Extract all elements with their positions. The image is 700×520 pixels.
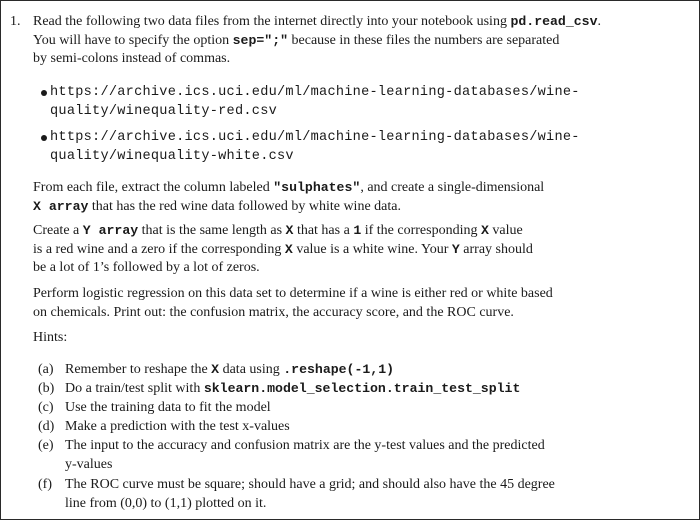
hint-text-continued: line from (0,0) to (1,1) plotted on it.	[65, 495, 267, 511]
url-white-line-1[interactable]: https://archive.ics.uci.edu/ml/machine-learning-databases/wine-	[50, 130, 580, 145]
hint-text-continued: y-values	[65, 456, 113, 472]
p3-text-3: that has a	[293, 223, 354, 238]
code-sep: sep=";"	[232, 32, 289, 48]
hint-text: Make a prediction with the test x-values	[65, 419, 290, 434]
url-red-line-2[interactable]: quality/winequality-red.csv	[50, 104, 278, 119]
hint-item-e	[38, 437, 678, 474]
p3-text-4: if the corresponding	[361, 223, 481, 238]
code-sulphates: "sulphates"	[273, 180, 361, 195]
p3-text-8: array should	[459, 241, 533, 257]
hint-text: Use the training data to fit the model	[65, 400, 271, 415]
code-reshape: .reshape(-1,1)	[283, 362, 395, 377]
code-x: X	[211, 362, 220, 377]
p2-text-2: , and create a single-dimensional	[360, 180, 545, 195]
hint-text: Remember to reshape the	[65, 362, 212, 377]
url-item-red[interactable]	[50, 83, 580, 121]
hint-text: data using	[219, 362, 284, 377]
hint-item-a	[38, 361, 678, 380]
p3-text-2: that is the same length as	[138, 223, 286, 238]
hint-item-f	[38, 476, 678, 513]
hint-text: The ROC curve must be square; should have a grid; and should also have the 45 degree	[65, 477, 555, 492]
intro-text-3: You will have to specify the option	[33, 32, 233, 48]
hint-label: (d)	[38, 419, 55, 434]
hint-label: (f)	[38, 477, 52, 492]
code-read-csv: pd.read_csv	[510, 14, 598, 29]
intro-paragraph	[33, 13, 663, 69]
hint-label: (a)	[38, 362, 54, 377]
hints-heading: Hints:	[33, 330, 68, 345]
question-number: 1.	[10, 14, 21, 29]
url-item-white[interactable]	[50, 128, 580, 166]
intro-text-4: because in these files the numbers are separated	[288, 32, 560, 48]
intro-text-5: by semi-colons instead of commas.	[33, 51, 231, 66]
code-train-test-split: sklearn.model_selection.train_test_split	[203, 381, 521, 396]
p2-text-1: From each file, extract the column labeled	[33, 180, 274, 195]
intro-text-2: .	[597, 14, 602, 29]
url-red-line-1[interactable]: https://archive.ics.uci.edu/ml/machine-learning-databases/wine-	[50, 85, 580, 100]
p3-text-7: value is a white wine. Your	[292, 241, 452, 257]
y-array-paragraph	[33, 222, 663, 278]
hint-item-d	[38, 418, 678, 437]
p4-line-1: Perform logistic regression on this data set to determine if a wine is either red or white based	[33, 286, 553, 301]
hint-text: Do a train/test split with	[65, 381, 204, 396]
code-x-array: X array	[33, 198, 89, 214]
p2-text-3: that has the red wine data followed by white wine data.	[88, 198, 401, 214]
p3-text-9: be a lot of 1’s followed by a lot of zeros.	[33, 260, 260, 275]
p3-text-1: Create a	[33, 223, 83, 238]
code-one: 1	[353, 223, 362, 238]
hint-item-c	[38, 399, 678, 418]
code-x: X	[285, 223, 294, 238]
hint-item-b	[38, 380, 678, 399]
p4-line-2: on chemicals. Print out: the confusion matrix, the accuracy score, and the ROC curve.	[33, 304, 514, 320]
intro-text-1: Read the following two data files from the internet directly into your notebook using	[33, 14, 511, 29]
code-y: Y	[451, 241, 460, 257]
code-x: X	[284, 241, 293, 257]
hint-label: (e)	[38, 438, 54, 453]
bullet-icon	[41, 90, 47, 96]
bullet-icon	[41, 135, 47, 141]
code-y-array: Y array	[82, 223, 139, 238]
hint-label: (b)	[38, 381, 55, 396]
code-x: X	[480, 223, 489, 238]
p3-text-6: is a red wine and a zero if the corresponding	[33, 241, 285, 257]
p3-text-5: value	[488, 223, 523, 238]
logistic-regression-paragraph	[33, 285, 663, 322]
hint-text: The input to the accuracy and confusion matrix are the y-test values and the predicted	[65, 438, 545, 453]
url-white-line-2[interactable]: quality/winequality-white.csv	[50, 149, 294, 164]
sulphates-paragraph	[33, 179, 663, 216]
hint-label: (c)	[38, 400, 54, 415]
